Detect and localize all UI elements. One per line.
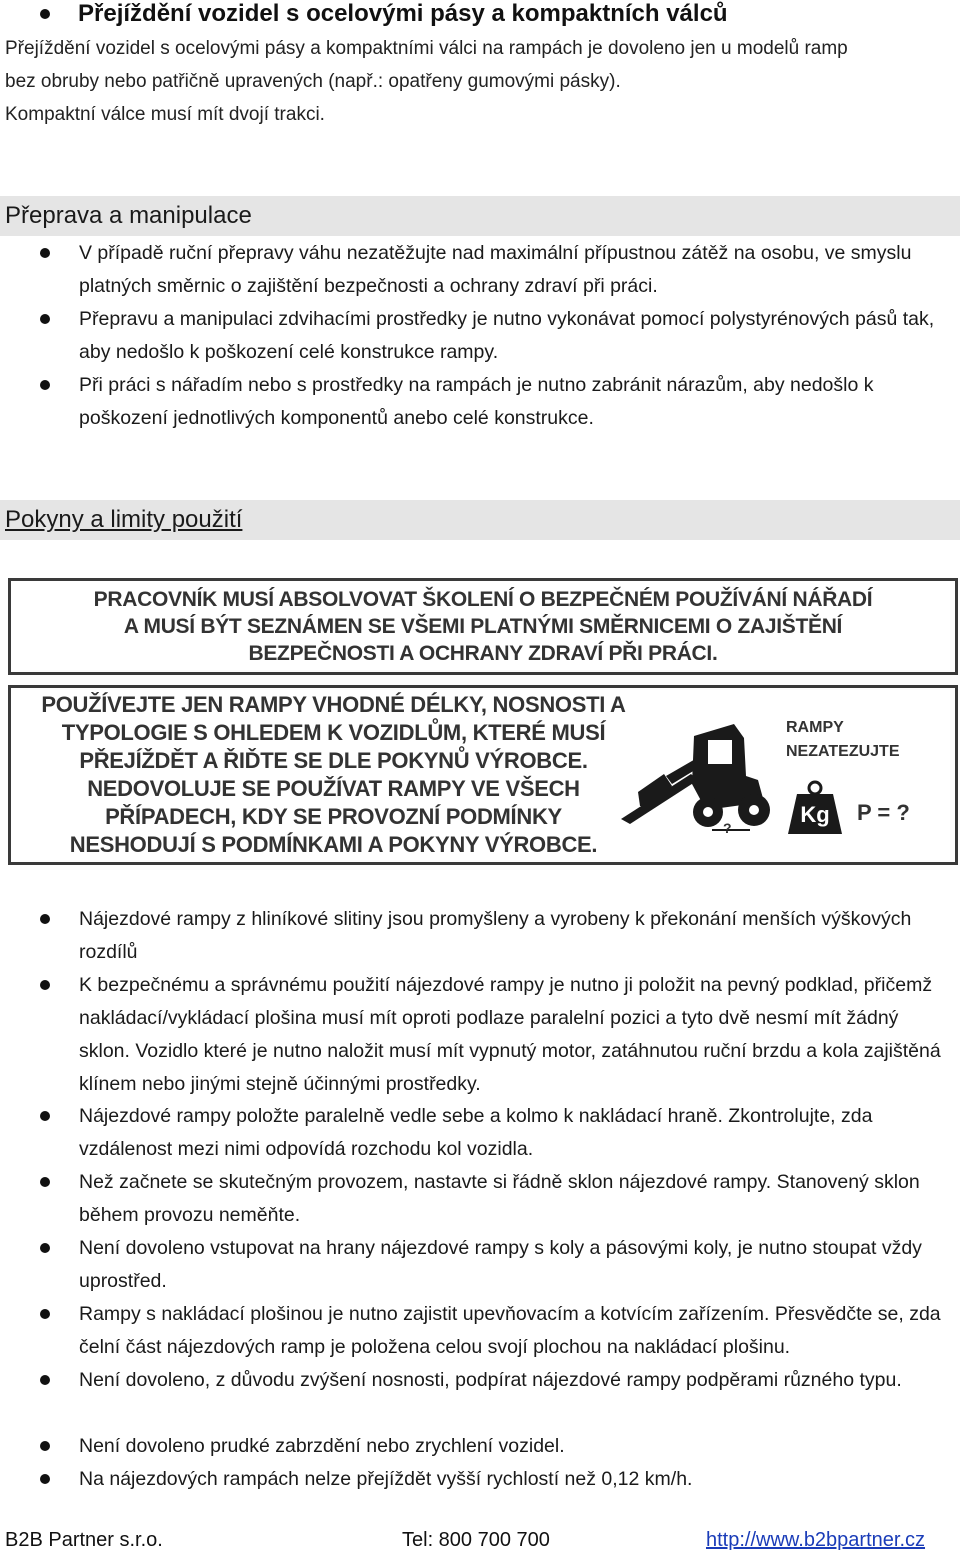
bullet-icon bbox=[40, 1177, 50, 1187]
usage-section-header bbox=[0, 500, 960, 540]
loader-vehicle-icon bbox=[616, 714, 791, 839]
weight-label: Kg bbox=[800, 802, 830, 827]
usage-notice-line: PŘÍPADECH, KDY SE PROVOZNÍ PODMÍNKY bbox=[105, 804, 562, 829]
load-formula: P = ? bbox=[857, 800, 910, 825]
training-notice-line: A MUSÍ BÝT SEZNÁMEN SE VŠEMI PLATNÝMI SMĚRNICEMI O ZAJIŠTĚNÍ bbox=[123, 615, 843, 638]
transport-section-title: Přeprava a manipulace bbox=[5, 202, 252, 229]
bullet-icon bbox=[40, 914, 50, 924]
warning-line: RAMPY bbox=[786, 719, 844, 736]
usage-notice-line: PŘEJÍŽDĚT A ŘIĎTE SE DLE POKYNŮ VÝROBCE. bbox=[79, 748, 588, 773]
overload-pictogram bbox=[611, 702, 946, 852]
usage-notice-line: POUŽÍVEJTE JEN RAMPY VHODNÉ DÉLKY, NOSNOSTI A bbox=[41, 692, 626, 717]
usage-list-item: Rampy s nakládací plošinou je nutno zajistit upevňovacím a kotvícím zařízením. Přesvědčte se, zda čelní část nájezdových ramp je položena celou svojí plochou na nakládací plošinu. bbox=[79, 1303, 941, 1358]
warning-line: NEZATEZUJTE bbox=[786, 743, 900, 760]
bullet-icon bbox=[40, 980, 50, 990]
usage-list-item: Není dovoleno vstupovat na hrany nájezdové rampy s koly a pásovými koly, je nutno stoupat vždy uprostřed. bbox=[79, 1237, 922, 1292]
transport-list-item: V případě ruční přepravy váhu nezatěžujte nad maximální přípustnou zátěž na osobu, ve smyslu platných směrnic o zajištění bezpečnosti a ochrany zdraví při práci. bbox=[79, 242, 912, 297]
usage-notice bbox=[8, 685, 958, 865]
usage-notice-line: TYPOLOGIE S OHLEDEM K VOZIDLŮM, KTERÉ MUSÍ bbox=[61, 720, 606, 745]
usage-list-item: K bezpečnému a správnému použití nájezdové rampy je nutno ji položit na pevný podklad, přičemž nakládací/vykládací plošina musí mít oproti podlaze paralelní pozici a tyto dvě nesmí mít žádný sklon. Vozidlo které je nutno naložit musí mít vypnutý motor, zatáhnutou ruční brzdu a kola zajištěná klínem nebo jinými stejně účinnými prostředky. bbox=[79, 974, 941, 1095]
usage-list-item: Není dovoleno prudké zabrzdění nebo zrychlení vozidel. bbox=[79, 1435, 565, 1457]
crawler-paragraph-line: Přejíždění vozidel s ocelovými pásy a kompaktními válci na rampách je dovoleno jen u modelů ramp bbox=[5, 38, 848, 59]
training-notice-line: PRACOVNÍK MUSÍ ABSOLVOVAT ŠKOLENÍ O BEZPEČNÉM POUŽÍVÁNÍ NÁŘADÍ bbox=[93, 588, 873, 611]
transport-section-header bbox=[0, 196, 960, 236]
warning-label bbox=[786, 716, 899, 764]
transport-list-item: Při práci s nářadím nebo s prostředky na rampách je nutno zabránit nárazům, aby nedošlo k poškození jednotlivých komponentů anebo celé konstrukce. bbox=[79, 374, 874, 429]
bullet-icon bbox=[40, 1375, 50, 1385]
training-notice bbox=[8, 578, 958, 675]
bullet-icon bbox=[40, 1474, 50, 1484]
usage-list-item: Než začnete se skutečným provozem, nastavte si řádně sklon nájezdové rampy. Stanovený sklon během provozu neměňte. bbox=[79, 1171, 920, 1226]
footer-phone: Tel: 800 700 700 bbox=[402, 1529, 550, 1551]
bullet-icon bbox=[40, 380, 50, 390]
usage-section-title: Pokyny a limity použití bbox=[5, 506, 243, 533]
bullet-icon bbox=[40, 248, 50, 258]
usage-notice-line: NESHODUJÍ S PODMÍNKAMI A POKYNY VÝROBCE. bbox=[69, 832, 598, 857]
footer-website-link[interactable]: http://www.b2bpartner.cz bbox=[706, 1529, 926, 1551]
bullet-icon bbox=[40, 1243, 50, 1253]
usage-notice-line: NEDOVOLUJE SE POUŽÍVAT RAMPY VE VŠECH bbox=[87, 776, 580, 801]
crawler-paragraph-line: Kompaktní válce musí mít dvojí trakci. bbox=[5, 104, 325, 125]
bullet-icon bbox=[40, 1441, 50, 1451]
usage-list-item: Na nájezdových rampách nelze přejíždět vyšší rychlostí než 0,12 km/h. bbox=[79, 1468, 693, 1490]
usage-list-item: Nájezdové rampy položte paralelně vedle sebe a kolmo k nakládací hraně. Zkontrolujte, zda vzdálenost mezi nimi odpovídá rozchodu kol vozidla. bbox=[79, 1105, 873, 1160]
crawler-paragraph-line: bez obruby nebo patřičně upravených (např.: opatřeny gumovými pásky). bbox=[5, 71, 621, 92]
bullet-icon bbox=[40, 1309, 50, 1319]
training-notice-line: BEZPEČNOSTI A OCHRANY ZDRAVÍ PŘI PRÁCI. bbox=[248, 642, 718, 665]
usage-list-item: Není dovoleno, z důvodu zvýšení nosnosti, podpírat nájezdové rampy podpěrami různého typu. bbox=[79, 1369, 902, 1391]
crawler-heading: Přejíždění vozidel s ocelovými pásy a kompaktních válců bbox=[78, 0, 728, 27]
transport-list-item: Přepravu a manipulaci zdvihacími prostředky je nutno vykonávat pomocí polystyrénových pásů tak, aby nedošlo k poškození celé konstrukce rampy. bbox=[79, 308, 935, 363]
usage-notice-text-block bbox=[11, 688, 656, 862]
footer-company: B2B Partner s.r.o. bbox=[5, 1529, 163, 1551]
bullet-icon bbox=[40, 314, 50, 324]
bullet-icon bbox=[40, 9, 50, 19]
usage-list-item: Nájezdové rampy z hliníkové slitiny jsou promyšleny a vyrobeny k překonání menších výškových rozdílů bbox=[79, 908, 912, 963]
wheel-question-mark: ? bbox=[723, 820, 732, 836]
bullet-icon bbox=[40, 1111, 50, 1121]
